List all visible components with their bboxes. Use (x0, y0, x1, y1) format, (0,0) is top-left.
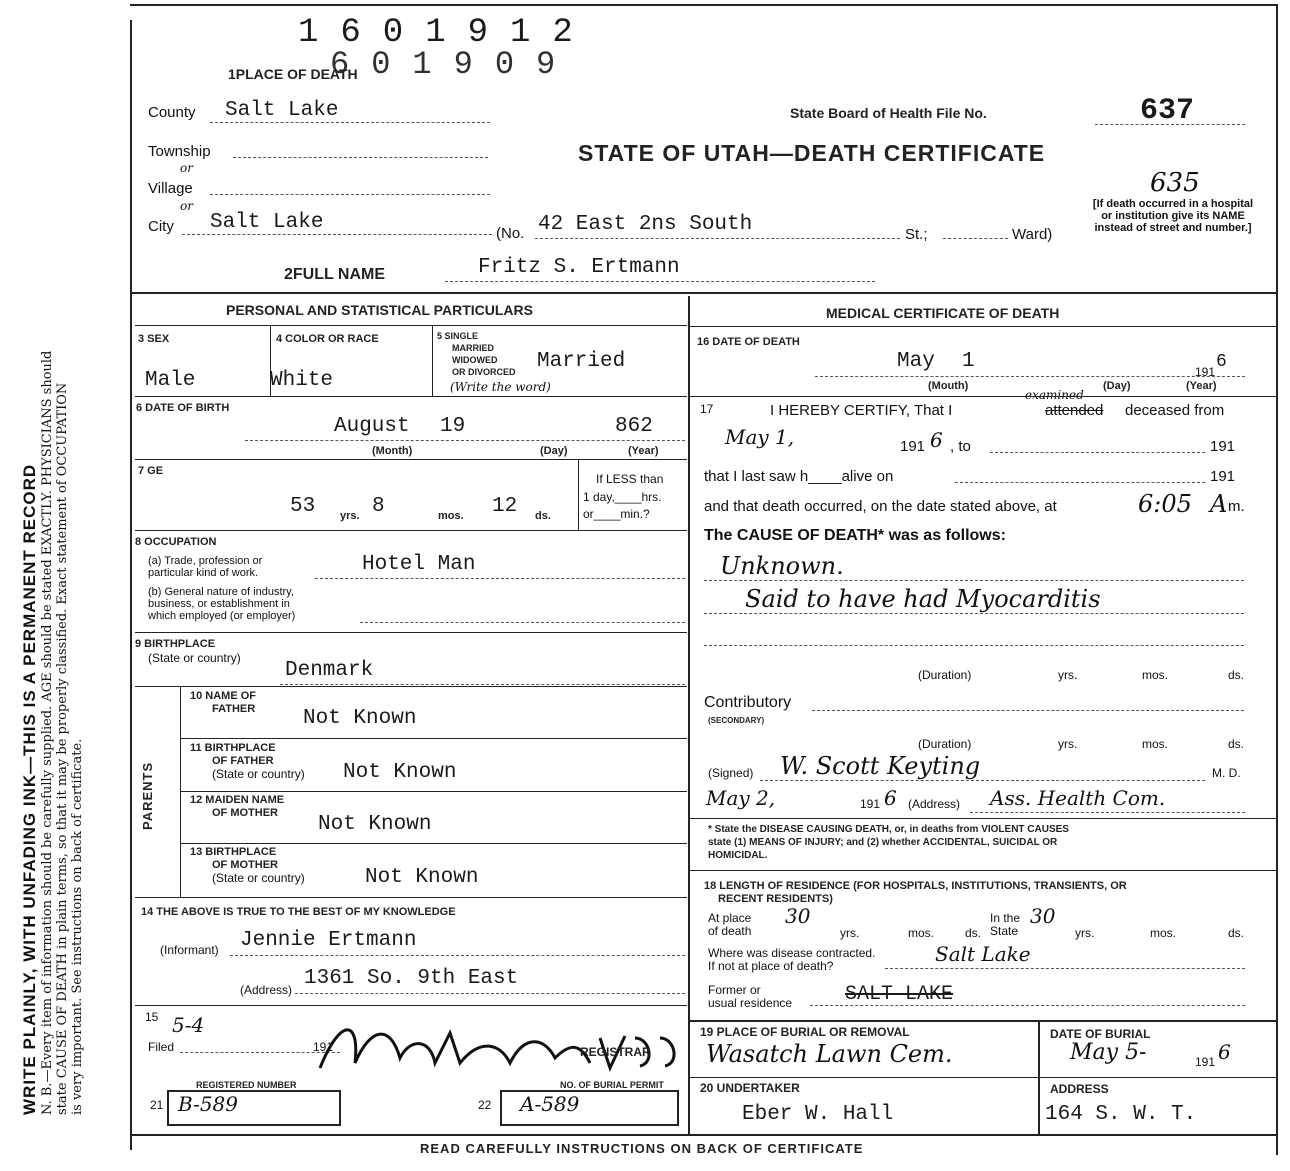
burial-permit-value: A-589 (520, 1092, 580, 1116)
date-of-death-day: 1 (962, 350, 975, 373)
dod-day-caption: (Day) (1103, 380, 1131, 392)
signed-year: 6 (884, 786, 897, 810)
medical-rule-3 (690, 870, 1276, 871)
from-year-prefix: 191 (900, 438, 926, 455)
dob-month-caption: (Month) (372, 445, 413, 457)
state-years: 30 (1030, 904, 1056, 928)
ward-line (943, 238, 1008, 239)
marital-label-married: MARRIED (452, 343, 494, 353)
mother-name-label-1: 12 MAIDEN NAME (190, 794, 285, 806)
dob-day: 19 (440, 415, 466, 438)
marital-label-single: 5 SINGLE (437, 331, 479, 341)
age-divider (578, 460, 579, 530)
dob-line (245, 440, 685, 441)
place-mos-cap: mos. (908, 926, 935, 940)
to-line (990, 452, 1205, 453)
burial-year: 6 (1218, 1040, 1231, 1064)
right-border (1276, 5, 1278, 1155)
marital-label-widowed: WIDOWED (452, 355, 498, 365)
full-name-value: Fritz S. Ertmann (478, 256, 680, 279)
to-year: 191 (1210, 438, 1236, 455)
former-label-2: usual residence (708, 996, 793, 1010)
filed-label: Filed (148, 1040, 175, 1054)
row-rule-3 (135, 530, 687, 531)
dod-month-caption: (Mouth) (928, 380, 969, 392)
personal-heading: PERSONAL AND STATISTICAL PARTICULARS (226, 302, 533, 318)
cause-rule-2 (704, 613, 1244, 614)
row-rule-4 (135, 632, 687, 633)
medical-heading: MEDICAL CERTIFICATE OF DEATH (826, 305, 1060, 321)
full-name-label: 2FULL NAME (284, 266, 386, 283)
body-top-border (130, 292, 1278, 294)
certify-text: I HEREBY CERTIFY, That I (770, 402, 953, 419)
row-rule-10 (135, 1005, 687, 1006)
occupation-label: 8 OCCUPATION (135, 536, 217, 548)
burial-place-value: Wasatch Lawn Cem. (706, 1040, 953, 1068)
registered-number-value: B-589 (178, 1092, 238, 1116)
last-saw-text: that I last saw h____alive on (704, 468, 894, 485)
parents-label: PARENTS (140, 761, 155, 830)
contracted-line (885, 968, 1245, 969)
footnote-2: state (1) MEANS OF INJURY; and (2) whether ACCIDENTAL, SUICIDAL OR (708, 837, 1058, 848)
dob-day-caption: (Day) (540, 445, 568, 457)
street-prefix: (No. (496, 225, 525, 242)
margin-instructions (20, 65, 110, 1115)
row-rule-8 (181, 843, 687, 844)
registered-number-label: REGISTERED NUMBER (196, 1080, 297, 1090)
certify-handwritten: examined (1025, 388, 1084, 402)
date-of-death-year: 6 (1216, 352, 1227, 372)
duration-1-ds: ds. (1228, 668, 1245, 682)
medical-heading-rule (690, 326, 1276, 327)
informant-heading: 14 THE ABOVE IS TRUE TO THE BEST OF MY KNOWLEDGE (141, 906, 456, 918)
occupation-b-2: business, or establishment in (148, 598, 290, 610)
contracted-label-2: If not at place of death? (708, 959, 834, 973)
less-than-3: or____min.? (583, 507, 650, 521)
former-line (810, 1005, 1245, 1006)
undertaker-value: Eber W. Hall (742, 1103, 894, 1126)
undertaker-label: 20 UNDERTAKER (700, 1081, 800, 1095)
signed-address-line (970, 812, 1245, 813)
birthplace-sub: (State or country) (148, 651, 241, 665)
stamp-number-top: 1601912 (298, 14, 595, 52)
burial-permit-prefix: 22 (478, 1098, 492, 1112)
occupation-line (315, 578, 685, 579)
city-label: City (148, 218, 174, 235)
contracted-label-1: Where was disease contracted. (708, 946, 876, 960)
in-the-label: In the (990, 911, 1021, 925)
contributory-label: Contributory (704, 694, 792, 711)
footer-instructions: READ CAREFULLY INSTRUCTIONS ON BACK OF CERTIFICATE (420, 1141, 864, 1156)
father-birthplace-value: Not Known (343, 761, 457, 784)
city-line (182, 234, 492, 235)
informant-address-label: (Address) (240, 983, 293, 997)
birthplace-label: 9 BIRTHPLACE (135, 638, 216, 650)
place-ds-cap: ds. (965, 926, 982, 940)
village-line (210, 194, 490, 195)
date-of-death-year-prefix: 191 (1195, 365, 1216, 379)
full-name-line (445, 281, 875, 282)
cause-line-1: Unknown. (720, 552, 844, 580)
father-name-label-2: FATHER (212, 703, 256, 715)
from-date: May 1, (725, 425, 795, 449)
father-name-label-1: 10 NAME OF (190, 690, 257, 702)
village-label: Village (148, 180, 193, 197)
undertaker-address-value: 164 S. W. T. (1045, 1103, 1197, 1126)
medical-rule-1 (690, 396, 1276, 397)
dob-month: August (334, 415, 410, 438)
secondary-label: (SECONDARY) (708, 716, 765, 725)
at-place-label: At place (708, 911, 752, 925)
sex-label: 3 SEX (138, 333, 170, 345)
informant-address-value: 1361 So. 9th East (304, 967, 519, 990)
date-of-death-month: May (897, 350, 935, 373)
birthplace-line (280, 684, 685, 685)
dob-year-caption: (Year) (628, 445, 659, 457)
duration-1-label: (Duration) (918, 668, 972, 682)
certify-number: 17 (700, 402, 714, 416)
footnote-1: * State the DISEASE CAUSING DEATH, or, in deaths from VIOLENT CAUSES (708, 824, 1069, 835)
or-label-1: or (180, 161, 193, 175)
burial-permit-label: NO. OF BURIAL PERMIT (560, 1080, 664, 1090)
father-birthplace-label-2: OF FATHER (212, 755, 274, 767)
or-label-2: or (180, 199, 193, 213)
father-name-value: Not Known (303, 707, 417, 730)
state-label: State (990, 924, 1019, 938)
row-rule-6 (181, 738, 687, 739)
undertaker-address-label: ADDRESS (1050, 1082, 1109, 1096)
signed-label: (Signed) (708, 766, 754, 780)
age-months: 8 (372, 495, 385, 518)
mother-birthplace-value: Not Known (365, 866, 479, 889)
age-label: 7 GE (138, 465, 164, 477)
signed-date: May 2, (706, 786, 776, 810)
margin-main-text: WRITE PLAINLY, WITH UNFADING INK—THIS IS A PERMANENT RECORD (20, 463, 39, 1115)
time-m: m. (1228, 498, 1245, 515)
dob-year: 862 (615, 415, 653, 438)
duration-2-mos: mos. (1142, 737, 1169, 751)
signed-address: Ass. Health Com. (990, 786, 1166, 810)
color-label: 4 COLOR OR RACE (276, 333, 379, 345)
cause-label: The CAUSE OF DEATH* was as follows: (704, 527, 1006, 544)
stamp-number-second: 601909 (330, 46, 578, 83)
file-number-line (1095, 124, 1245, 125)
burial-year-prefix: 191 (1195, 1055, 1216, 1069)
color-value: White (270, 369, 334, 392)
of-death-label: of death (708, 924, 752, 938)
margin-note-3: is very important. See instructions on back of certificate. (70, 738, 85, 1115)
date-of-death-line (815, 376, 1245, 377)
to-label: , to (950, 438, 971, 455)
row-rule-2 (135, 459, 687, 460)
duration-2-ds: ds. (1228, 737, 1245, 751)
cause-rule-1 (704, 580, 1244, 581)
dod-year-caption: (Year) (1186, 380, 1217, 392)
burial-place-label: 19 PLACE OF BURIAL OR REMOVAL (700, 1025, 910, 1039)
age-ds-cap: ds. (535, 510, 551, 522)
informant-line (230, 955, 685, 956)
mother-name-label-2: OF MOTHER (212, 807, 278, 819)
left-border (130, 20, 132, 1150)
county-label: County (148, 104, 196, 121)
marital-write-word: (Write the word) (450, 380, 551, 394)
place-of-death-label: 1PLACE OF DEATH (228, 66, 358, 82)
signed-address-label: (Address) (908, 797, 961, 811)
occupation-a-1: (a) Trade, profession or (148, 555, 263, 567)
registrar-label: REGISTRAR (580, 1045, 651, 1059)
filed-year: 191 (313, 1040, 334, 1054)
last-saw-year: 191 (1210, 468, 1236, 485)
occupation-a-2: particular kind of work. (148, 567, 259, 579)
color-divider (432, 326, 433, 396)
personal-heading-rule (135, 325, 687, 326)
street-st-label: St.; (905, 226, 928, 243)
county-value: Salt Lake (225, 99, 339, 122)
occupation-value: Hotel Man (362, 553, 476, 576)
contracted-value: Salt Lake (935, 942, 1031, 966)
from-year: 6 (930, 428, 943, 452)
less-than-1: If LESS than (596, 472, 664, 486)
physician-signature: W. Scott Keyting (780, 752, 981, 780)
bottom-border (130, 1134, 1278, 1136)
burial-date-label: DATE OF BURIAL (1050, 1027, 1151, 1041)
place-yrs-cap: yrs. (840, 926, 860, 940)
father-birthplace-label-3: (State or country) (212, 767, 305, 781)
cause-rule-3 (704, 645, 1244, 646)
hospital-note: [If death occurred in a hospital or institution give its NAME instead of street and number.] (1092, 198, 1254, 234)
signed-line (760, 780, 1205, 781)
residence-label-2: RECENT RESIDENTS) (718, 893, 833, 905)
time-of-death: 6:05 (1138, 490, 1192, 518)
contributory-line (812, 710, 1244, 711)
parents-divider (180, 687, 181, 897)
top-border (130, 4, 1278, 6)
footnote-3: HOMICIDAL. (708, 850, 768, 861)
age-yrs-cap: yrs. (340, 510, 360, 522)
mother-birthplace-label-2: OF MOTHER (212, 859, 278, 871)
father-birthplace-label-1: 11 BIRTHPLACE (190, 742, 276, 754)
last-saw-line (955, 482, 1205, 483)
sex-value: Male (145, 369, 196, 392)
place-years: 30 (785, 904, 811, 928)
certificate-title: STATE OF UTAH—DEATH CERTIFICATE (578, 140, 1046, 166)
less-than-2: 1 day,____hrs. (583, 490, 662, 504)
employer-line (360, 622, 685, 623)
township-label: Township (148, 143, 211, 160)
time-ampm: A (1210, 490, 1228, 518)
md-label: M. D. (1212, 766, 1241, 780)
row-rule-7 (181, 791, 687, 792)
medical-rule-5 (690, 1077, 1276, 1078)
signed-year-prefix: 191 (860, 797, 881, 811)
mother-birthplace-label-3: (State or country) (212, 871, 305, 885)
occupation-b-3: which employed (or employer) (148, 610, 296, 622)
informant-address-line (295, 993, 685, 994)
filed-number: 15 (145, 1010, 159, 1024)
ward-label: Ward) (1012, 226, 1053, 243)
duration-1-yrs: yrs. (1058, 668, 1078, 682)
former-label-1: Former or (708, 983, 761, 997)
duration-2-label: (Duration) (918, 737, 972, 751)
residence-label: 18 LENGTH OF RESIDENCE (FOR HOSPITALS, INSTITUTIONS, TRANSIENTS, OR (704, 880, 1127, 892)
street-value: 42 East 2ns South (538, 213, 753, 236)
state-mos-cap: mos. (1150, 926, 1177, 940)
township-line (233, 157, 488, 158)
county-line (210, 122, 490, 123)
filed-value: 5-4 (172, 1013, 205, 1037)
mother-name-value: Not Known (318, 813, 432, 836)
occupation-b-1: (b) General nature of industry, (148, 586, 294, 598)
mother-birthplace-label-1: 13 BIRTHPLACE (190, 846, 277, 858)
board-file-label: State Board of Health File No. (790, 105, 987, 121)
certify-end: deceased from (1125, 402, 1225, 419)
street-line (535, 238, 900, 239)
medical-rule-2 (690, 818, 1276, 819)
medical-rule-4 (690, 1020, 1276, 1022)
former-value: SALT LAKE (845, 983, 954, 1006)
date-of-death-label: 16 DATE OF DEATH (697, 336, 800, 348)
margin-note-1: N. B.—Every item of information should be carefully supplied. AGE should be stated EXACTLY. PHYSICIANS should (40, 350, 55, 1115)
informant-label: (Informant) (160, 943, 219, 957)
row-rule-1 (135, 396, 687, 397)
cause-line-2: Said to have had Myocarditis (745, 585, 1101, 613)
burial-date-value: May 5- (1070, 1040, 1147, 1065)
state-yrs-cap: yrs. (1075, 926, 1095, 940)
age-days: 12 (492, 495, 518, 518)
row-rule-5 (135, 686, 687, 687)
age-mos-cap: mos. (438, 510, 464, 522)
dob-label: 6 DATE OF BIRTH (136, 402, 230, 414)
informant-value: Jennie Ertmann (240, 929, 417, 952)
occurred-text: and that death occurred, on the date stated above, at (704, 498, 1057, 515)
marital-value: Married (537, 350, 626, 373)
duration-2-yrs: yrs. (1058, 737, 1078, 751)
file-number: 637 (1140, 94, 1195, 128)
city-value: Salt Lake (210, 211, 324, 234)
duration-1-mos: mos. (1142, 668, 1169, 682)
state-ds-cap: ds. (1228, 926, 1245, 940)
certify-struck: attended (1045, 402, 1104, 419)
age-years: 53 (290, 495, 316, 518)
margin-note-2: state CAUSE OF DEATH in plain terms, so that it may be properly classified. Exact statement of OCCUPATION (55, 382, 70, 1115)
registered-number-prefix: 21 (150, 1098, 164, 1112)
birthplace-value: Denmark (285, 659, 374, 682)
marital-label-divorced: OR DIVORCED (452, 367, 516, 377)
row-rule-9 (135, 897, 687, 898)
file-number-alt: 635 (1150, 168, 1200, 198)
